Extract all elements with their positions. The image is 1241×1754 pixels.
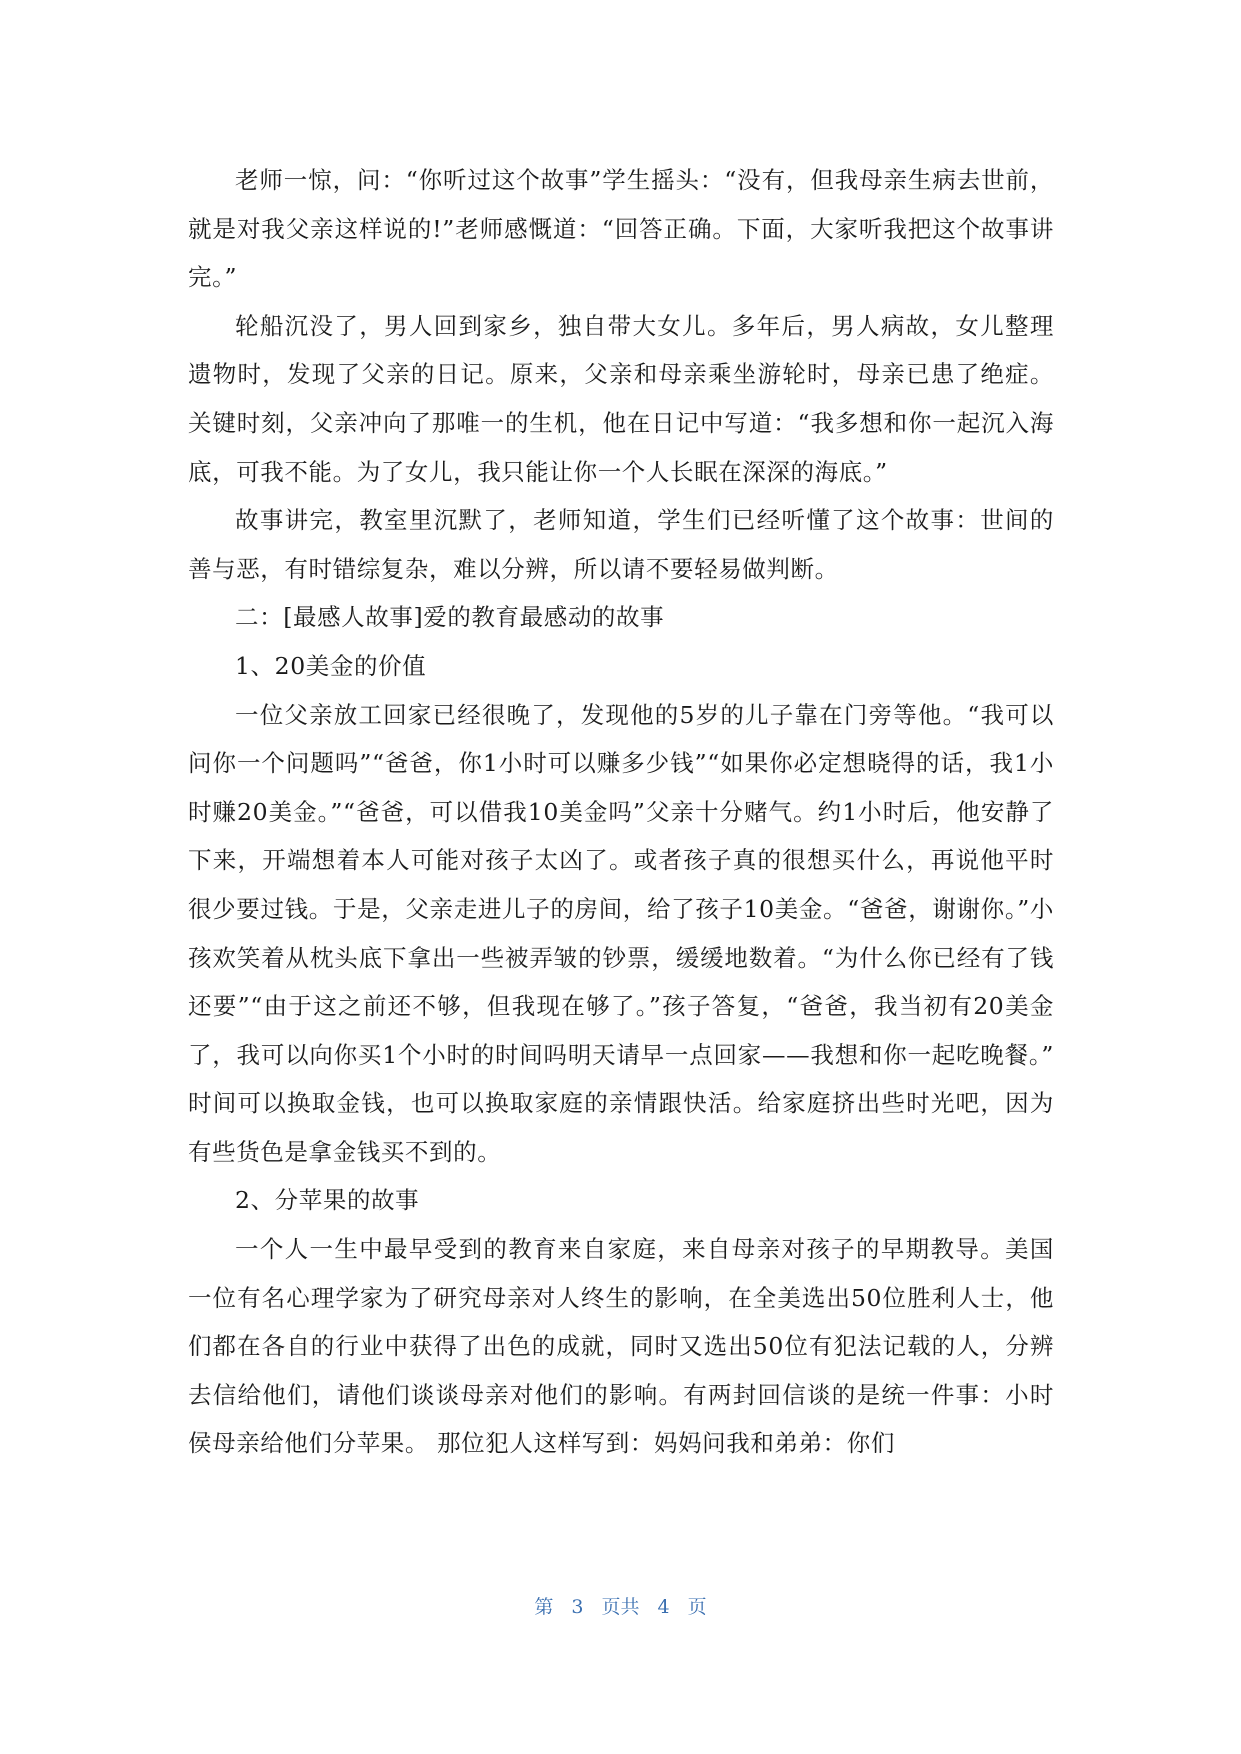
document-body	[188, 156, 1054, 1468]
section-heading: 二：[最感人故事]爱的教育最感动的故事	[235, 603, 665, 632]
subheading-20-dollars: 1、20美金的价值	[235, 651, 427, 680]
paragraph-20-dollars-story: 一位父亲放工回家已经很晚了，发现他的5岁的儿子靠在门旁等他。“我可以问你一个问题吗”“爸爸，你1小时可以赚多少钱”“如果你必定想晓得的话，我1小时赚20美金。”“爸爸，可以借我10美金吗”父亲十分赌气。约1小时后，他安静了下来，开端想着本人可能对孩子太凶了。或者孩子真的很想买什么，再说他平时很少要过钱。于是，父亲走进儿子的房间，给了孩子10美金。“爸爸，谢谢你。”小孩欢笑着从枕头底下拿出一些被弄皱的钞票，缓缓地数着。“为什么你已经有了钱还要”“由于这之前还不够，但我现在够了。”孩子答复，“爸爸，我当初有20美金了，我可以向你买1个小时的时间吗明天请早一点回家——我想和你一起吃晚餐。” 时间可以换取金钱，也可以换取家庭的亲情跟快活。给家庭挤出些时光吧，因为有些货色是拿金钱买不到的。	[188, 700, 1054, 1166]
footer-middle: 页共	[601, 1596, 640, 1618]
footer-prefix: 第	[534, 1596, 554, 1618]
paragraph-apple-story: 一个人一生中最早受到的教育来自家庭，来自母亲对孩子的早期教导。美国一位有名心理学家为了研究母亲对人终生的影响，在全美选出50位胜利人士，他们都在各自的行业中获得了出色的成就，同时又选出50位有犯法记载的人，分辨去信给他们，请他们谈谈母亲对他们的影响。有两封回信谈的是统一件事：小时侯母亲给他们分苹果。 那位犯人这样写到：妈妈问我和弟弟：你们	[188, 1235, 1054, 1458]
footer-current-page: 3	[571, 1596, 584, 1618]
footer-suffix: 页	[687, 1596, 707, 1618]
paragraph-ship-story: 轮船沉没了，男人回到家乡，独自带大女儿。多年后，男人病故，女儿整理遗物时，发现了父亲的日记。原来，父亲和母亲乘坐游轮时，母亲已患了绝症。关键时刻，父亲冲向了那唯一的生机，他在日记中写道：“我多想和你一起沉入海底，可我不能。为了女儿，我只能让你一个人长眠在深深的海底。”	[188, 311, 1054, 486]
page-footer	[0, 1592, 1241, 1619]
subheading-apple-story: 2、分苹果的故事	[235, 1186, 420, 1215]
paragraph-teacher-question: 老师一惊，问：“你听过这个故事”学生摇头：“没有，但我母亲生病去世前，就是对我父亲这样说的!”老师感慨道：“回答正确。下面，大家听我把这个故事讲完。”	[188, 166, 1054, 292]
footer-total-pages: 4	[657, 1596, 670, 1618]
paragraph-story-end: 故事讲完，教室里沉默了，老师知道，学生们已经听懂了这个故事：世间的善与恶，有时错综复杂，难以分辨，所以请不要轻易做判断。	[188, 506, 1054, 583]
